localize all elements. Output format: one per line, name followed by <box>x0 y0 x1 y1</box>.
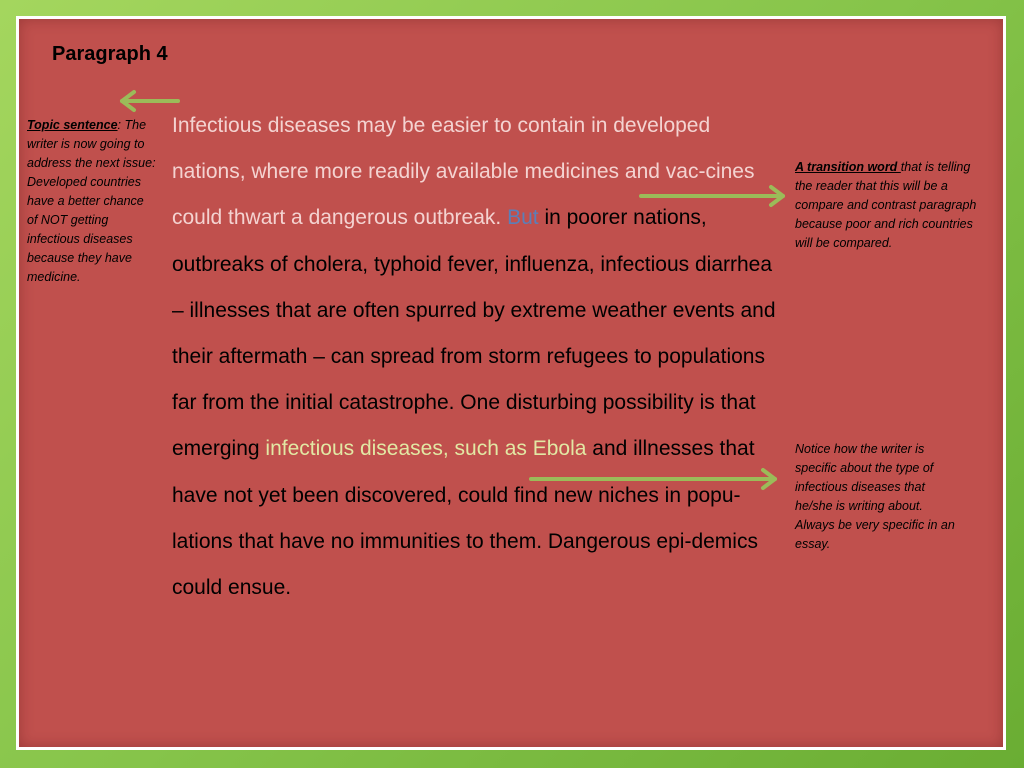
transition-word-note <box>795 158 990 253</box>
topic-sentence-note <box>27 116 157 287</box>
paragraph-ending-text: and illnesses that have not yet been discovered, could find new niches in popu-lations that have no immunities to them. Dangerous epi-demics could ensue. <box>172 437 758 600</box>
topic-sentence-explanation: : The writer is now going to address the next issue: Developed countries have a better chance of NOT getting infectious diseases because they have medicine. <box>27 118 156 284</box>
slide-title: Paragraph 4 <box>52 43 168 65</box>
topic-sentence-label: Topic sentence <box>27 118 118 132</box>
transition-word-explanation: that is telling the reader that this will be a compare and contrast paragraph because poor and rich countries will be compared. <box>795 160 977 250</box>
transition-word-label: A transition word <box>795 160 901 174</box>
specificity-note: Notice how the writer is specific about the type of infectious diseases that he/she is writing about. Always be very specific in an essay. <box>795 442 955 551</box>
specific-example-text: infectious diseases, such as Ebola <box>265 437 587 461</box>
paragraph-text <box>172 103 782 611</box>
topic-sentence-text: Infectious diseases may be easier to contain in developed nations, where more readily available medicines and vac-cines could thwart a dangerous outbreak. <box>172 114 755 230</box>
transition-word-text: But <box>507 206 539 230</box>
paragraph-middle-text: in poorer nations, outbreaks of cholera, typhoid fever, influenza, infectious diarrhea – illnesses that are often spurred by extreme weather events and their aftermath – can spread from storm refugees to populations far from the initial catastrophe. One disturbing possibility is that emerging <box>172 206 776 461</box>
